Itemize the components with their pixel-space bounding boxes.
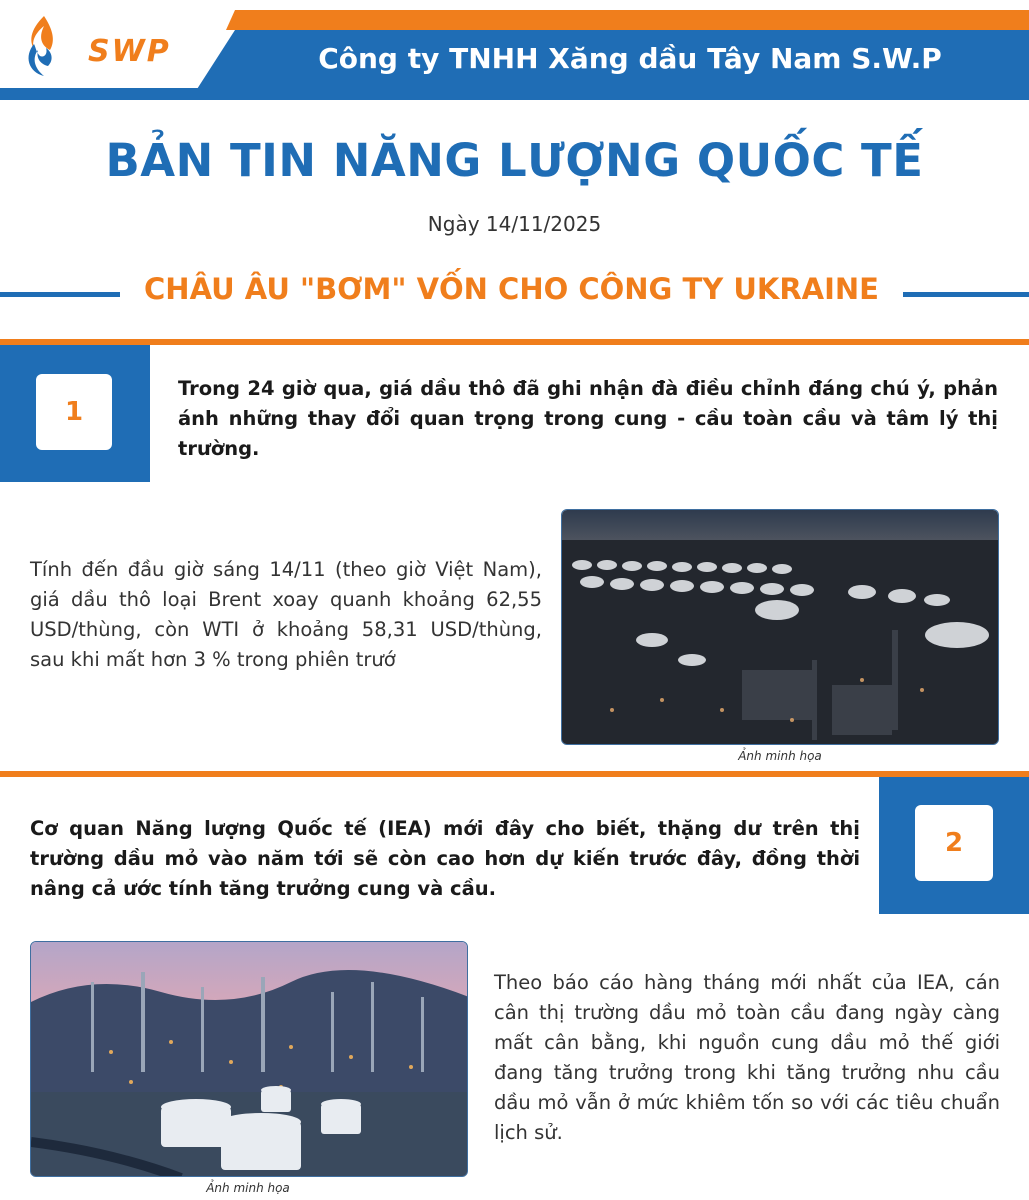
headline-row: [0, 270, 1029, 310]
section-2-top-rule: [0, 771, 1029, 777]
refinery-illustration: [31, 942, 468, 1177]
headline-rule-right: [903, 292, 1029, 297]
flame-icon: [22, 14, 62, 78]
logo-wordmark: SWP: [88, 34, 171, 69]
section-2-body: Theo báo cáo hàng tháng mới nhất của IEA, cán cân thị trường dầu mỏ toàn cầu đang ngày càng mất cân bằng, khi nguồn cung dầu mỏ thế giới đang tăng trưởng trong khi tăng trưởng nhu cầu dầu mỏ vẫn ở mức khiêm tốn so với các tiêu chuẩn lịch sử.: [494, 971, 1000, 1144]
page-title: BẢN TIN NĂNG LƯỢNG QUỐC TẾ: [105, 134, 924, 187]
company-logo: [22, 14, 202, 78]
section-1-top-rule: [0, 339, 1029, 345]
section-1-caption: Ảnh minh họa: [738, 749, 822, 763]
section-2-lead: Cơ quan Năng lượng Quốc tế (IEA) mới đây cho biết, thặng dư trên thị trường dầu mỏ vào năm tới sẽ còn cao hơn dự kiến trước đây, đồng thời nâng cả ước tính tăng trưởng cung và cầu.: [30, 817, 860, 900]
refinery-photo-2: [30, 941, 468, 1177]
section-1-number-block: [0, 345, 150, 482]
section-2-number-block: [879, 777, 1029, 914]
issue-date: Ngày 14/11/2025: [427, 212, 602, 236]
refinery-illustration: [562, 510, 999, 745]
section-2-number: 2: [915, 805, 993, 881]
refinery-photo-1: [561, 509, 999, 745]
headline: CHÂU ÂU "BƠM" VỐN CHO CÔNG TY UKRAINE: [144, 272, 879, 306]
section-1-body: Tính đến đầu giờ sáng 14/11 (theo giờ Việt Nam), giá dầu thô loại Brent xoay quanh khoảng 62,55 USD/thùng, còn WTI ở khoảng 58,31 USD/thùng, sau khi mất hơn 3 % trong phiên trướ: [30, 558, 542, 671]
section-1-lead: Trong 24 giờ qua, giá dầu thô đã ghi nhận đà điều chỉnh đáng chú ý, phản ánh những thay đổi quan trọng trong cung - cầu toàn cầu và tâm lý thị trường.: [178, 377, 998, 460]
section-1-number: 1: [36, 374, 112, 450]
section-2-caption: Ảnh minh họa: [206, 1181, 290, 1195]
company-name: Công ty TNHH Xăng dầu Tây Nam S.W.P: [318, 42, 942, 75]
header-banner: [0, 0, 1029, 100]
headline-rule-left: [0, 292, 120, 297]
